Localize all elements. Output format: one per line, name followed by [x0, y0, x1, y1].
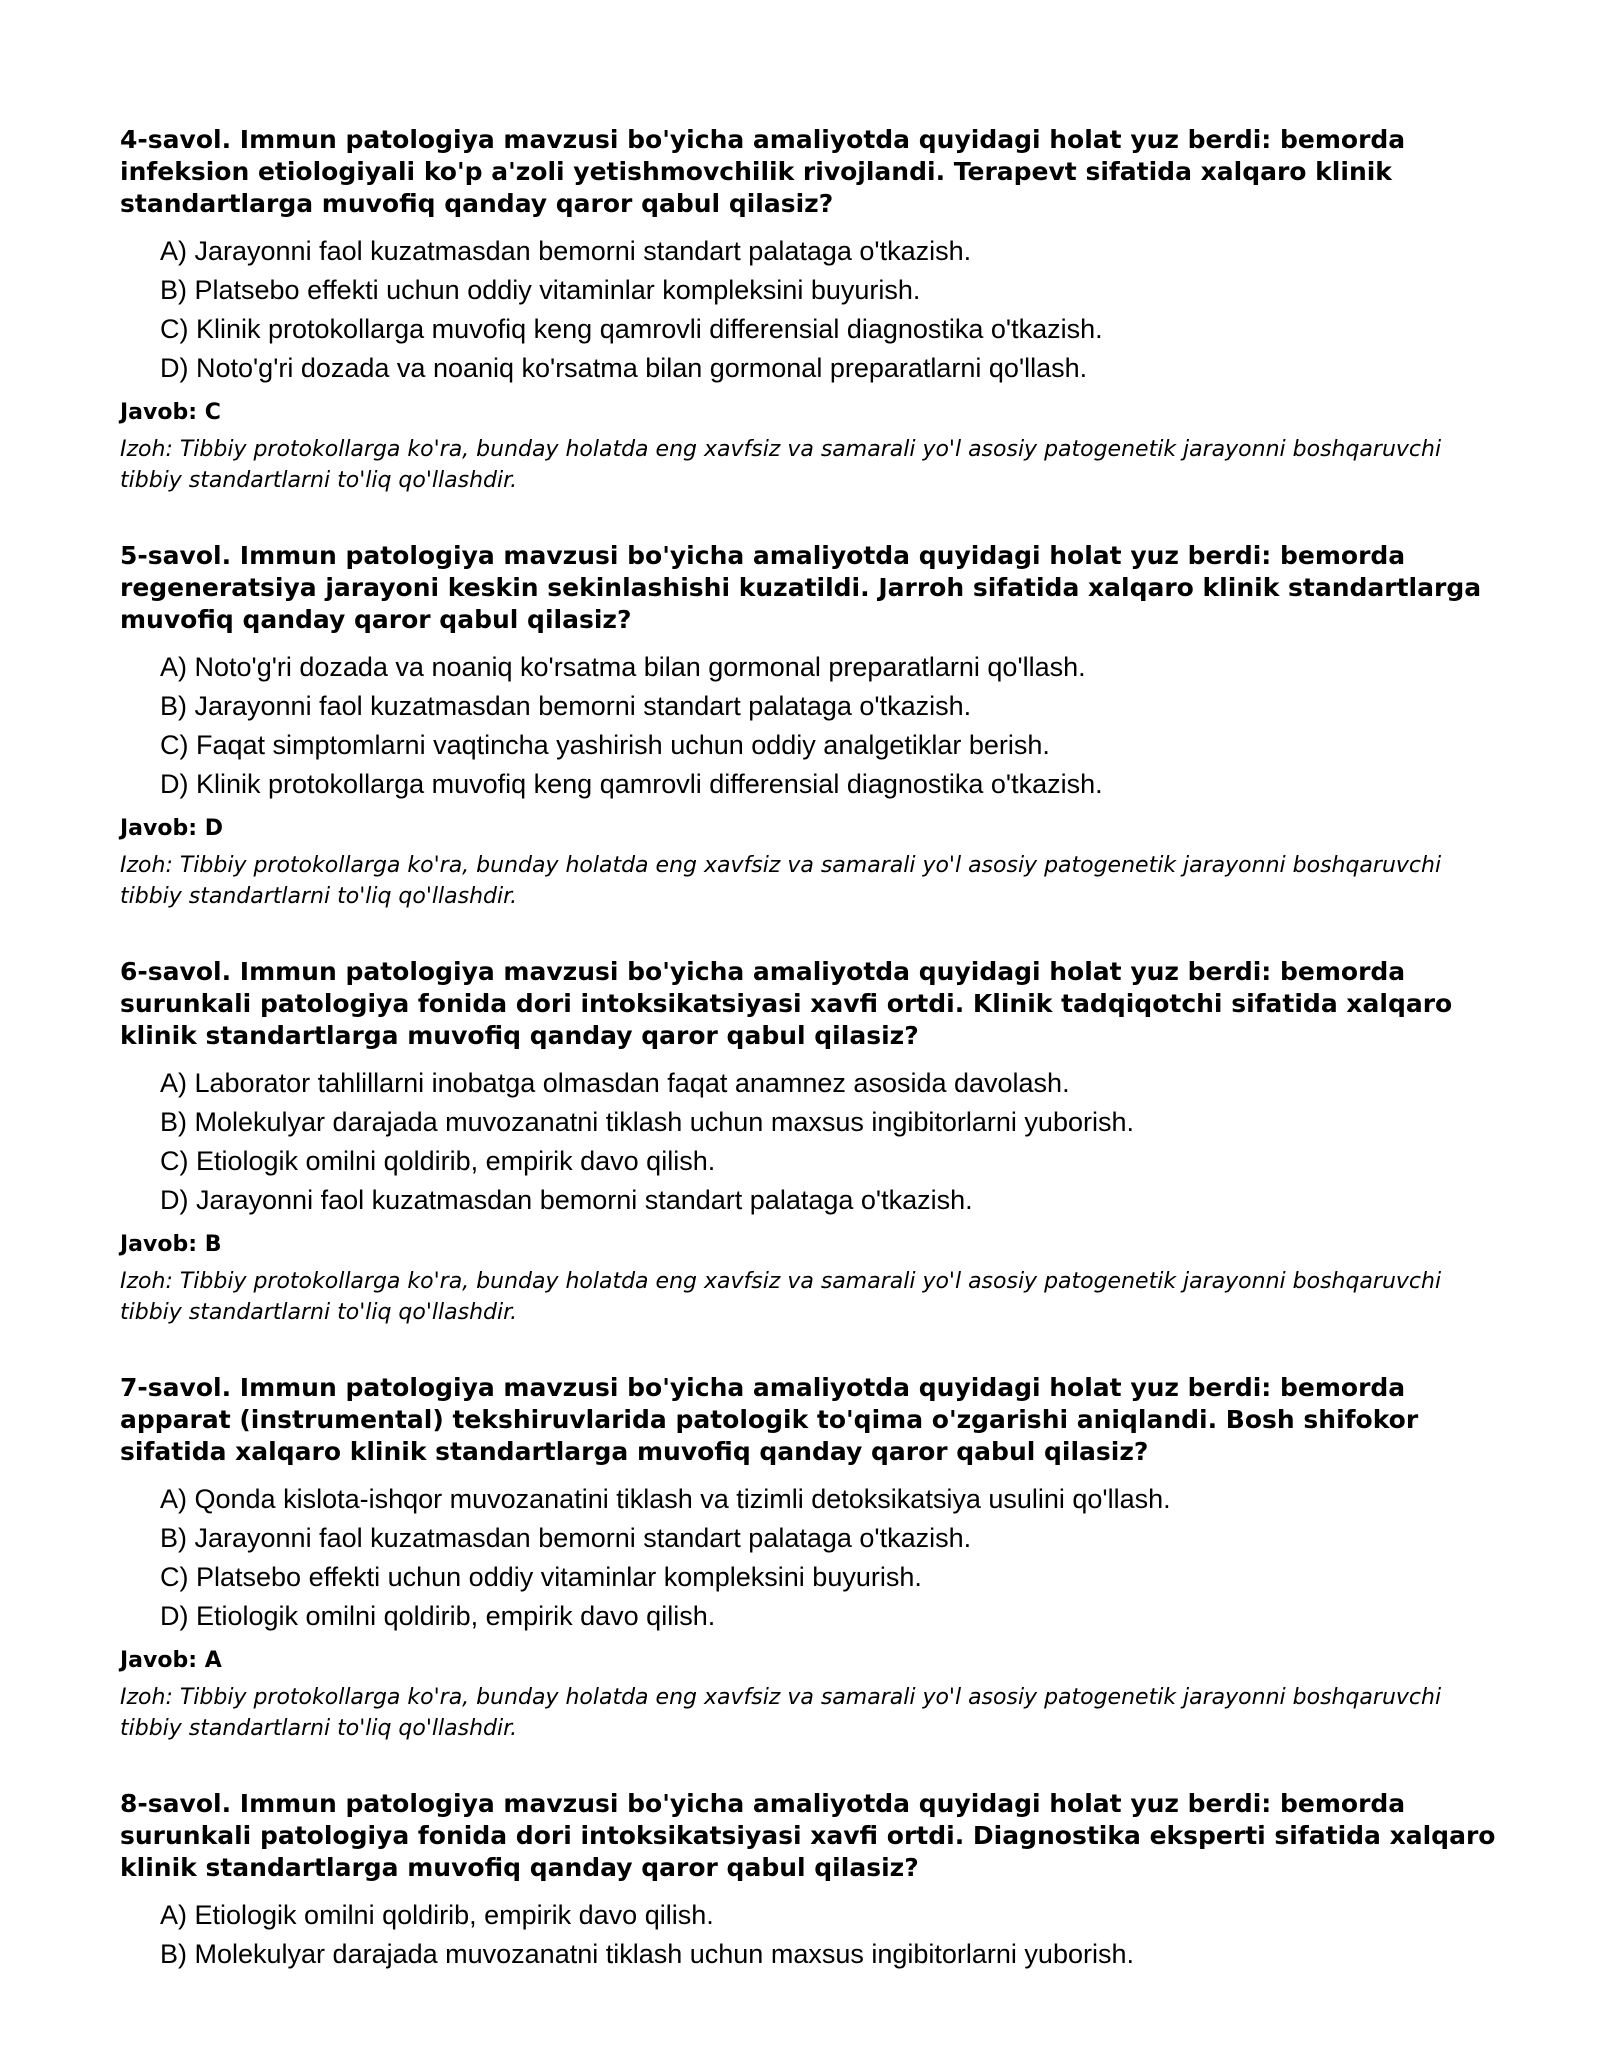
question-block-6	[120, 956, 1500, 1328]
option-b: B) Jarayonni faol kuzatmasdan bemorni standart palataga o'tkazish.	[160, 1523, 972, 1553]
document-page	[120, 124, 1500, 2018]
option-b: B) Molekulyar darajada muvozanatni tiklash uchun maxsus ingibitorlarni yuborish.	[160, 1107, 1134, 1137]
options-list	[120, 232, 1500, 388]
option-a: A) Qonda kislota-ishqor muvozanatini tiklash va tizimli detoksikatsiya usulini qo'llash.	[160, 1484, 1171, 1514]
option-a: A) Etiologik omilni qoldirib, empirik davo qilish.	[160, 1900, 714, 1930]
option-b: B) Molekulyar darajada muvozanatni tiklash uchun maxsus ingibitorlarni yuborish.	[160, 1939, 1134, 1969]
question-block-5	[120, 540, 1500, 912]
question-text: 8-savol. Immun patologiya mavzusi bo'yicha amaliyotda quyidagi holat yuz berdi: bemorda surunkali patologiya fonida dori intoksikatsiyasi xavfi ortdi. Diagnostika eksperti sifatida xalqaro klinik standartlarga muvofiq qanday qaror qabul qilasiz?	[120, 1789, 1496, 1882]
options-list	[120, 648, 1500, 804]
explanation-text: Izoh: Tibbiy protokollarga ko'ra, bunday holatda eng xavfsiz va samarali yo'l asosiy patogenetik jarayonni boshqaruvchi tibbiy standartlarni to'liq qo'llashdir.	[120, 853, 1442, 909]
option-d: D) Jarayonni faol kuzatmasdan bemorni standart palataga o'tkazish.	[160, 1185, 973, 1215]
option-c: C) Etiologik omilni qoldirib, empirik davo qilish.	[160, 1146, 716, 1176]
option-c: C) Platsebo effekti uchun oddiy vitaminlar kompleksini buyurish.	[160, 1562, 922, 1592]
explanation-text: Izoh: Tibbiy protokollarga ko'ra, bunday holatda eng xavfsiz va samarali yo'l asosiy patogenetik jarayonni boshqaruvchi tibbiy standartlarni to'liq qo'llashdir.	[120, 1685, 1442, 1741]
explanation-text: Izoh: Tibbiy protokollarga ko'ra, bunday holatda eng xavfsiz va samarali yo'l asosiy patogenetik jarayonni boshqaruvchi tibbiy standartlarni to'liq qo'llashdir.	[120, 437, 1442, 493]
option-a: A) Noto'g'ri dozada va noaniq ko'rsatma bilan gormonal preparatlarni qo'llash.	[160, 652, 1086, 682]
options-list	[120, 1480, 1500, 1636]
option-b: B) Jarayonni faol kuzatmasdan bemorni standart palataga o'tkazish.	[160, 691, 972, 721]
answer-label: Javob: D	[120, 816, 223, 841]
answer-label: Javob: B	[120, 1232, 222, 1257]
option-a: A) Jarayonni faol kuzatmasdan bemorni standart palataga o'tkazish.	[160, 236, 972, 266]
option-d: D) Noto'g'ri dozada va noaniq ko'rsatma bilan gormonal preparatlarni qo'llash.	[160, 353, 1088, 383]
options-list	[120, 1064, 1500, 1220]
option-b: B) Platsebo effekti uchun oddiy vitaminlar kompleksini buyurish.	[160, 275, 921, 305]
question-block-4	[120, 124, 1500, 496]
options-list	[120, 1896, 1500, 1974]
option-c: C) Klinik protokollarga muvofiq keng qamrovli differensial diagnostika o'tkazish.	[160, 314, 1103, 344]
option-a: A) Laborator tahlillarni inobatga olmasdan faqat anamnez asosida davolash.	[160, 1068, 1070, 1098]
answer-label: Javob: A	[120, 1648, 222, 1673]
question-text: 7-savol. Immun patologiya mavzusi bo'yicha amaliyotda quyidagi holat yuz berdi: bemorda apparat (instrumental) tekshiruvlarida patologik to'qima o'zgarishi aniqlandi. Bosh shifokor sifatida xalqaro klinik standartlarga muvofiq qanday qaror qabul qilasiz?	[120, 1373, 1419, 1466]
question-text: 5-savol. Immun patologiya mavzusi bo'yicha amaliyotda quyidagi holat yuz berdi: bemorda regeneratsiya jarayoni keskin sekinlashishi kuzatildi. Jarroh sifatida xalqaro klinik standartlarga muvofiq qanday qaror qabul qilasiz?	[120, 541, 1482, 634]
explanation-text: Izoh: Tibbiy protokollarga ko'ra, bunday holatda eng xavfsiz va samarali yo'l asosiy patogenetik jarayonni boshqaruvchi tibbiy standartlarni to'liq qo'llashdir.	[120, 1269, 1442, 1325]
question-text: 4-savol. Immun patologiya mavzusi bo'yicha amaliyotda quyidagi holat yuz berdi: bemorda infeksion etiologiyali ko'p a'zoli yetishmovchilik rivojlandi. Terapevt sifatida xalqaro klinik standartlarga muvofiq qanday qaror qabul qilasiz?	[120, 125, 1406, 218]
question-block-8	[120, 1788, 1500, 1974]
option-c: C) Faqat simptomlarni vaqtincha yashirish uchun oddiy analgetiklar berish.	[160, 730, 1050, 760]
question-text: 6-savol. Immun patologiya mavzusi bo'yicha amaliyotda quyidagi holat yuz berdi: bemorda surunkali patologiya fonida dori intoksikatsiyasi xavfi ortdi. Klinik tadqiqotchi sifatida xalqaro klinik standartlarga muvofiq qanday qaror qabul qilasiz?	[120, 957, 1453, 1050]
option-d: D) Klinik protokollarga muvofiq keng qamrovli differensial diagnostika o'tkazish.	[160, 769, 1103, 799]
answer-label: Javob: C	[120, 400, 221, 425]
option-d: D) Etiologik omilni qoldirib, empirik davo qilish.	[160, 1601, 716, 1631]
question-block-7	[120, 1372, 1500, 1744]
